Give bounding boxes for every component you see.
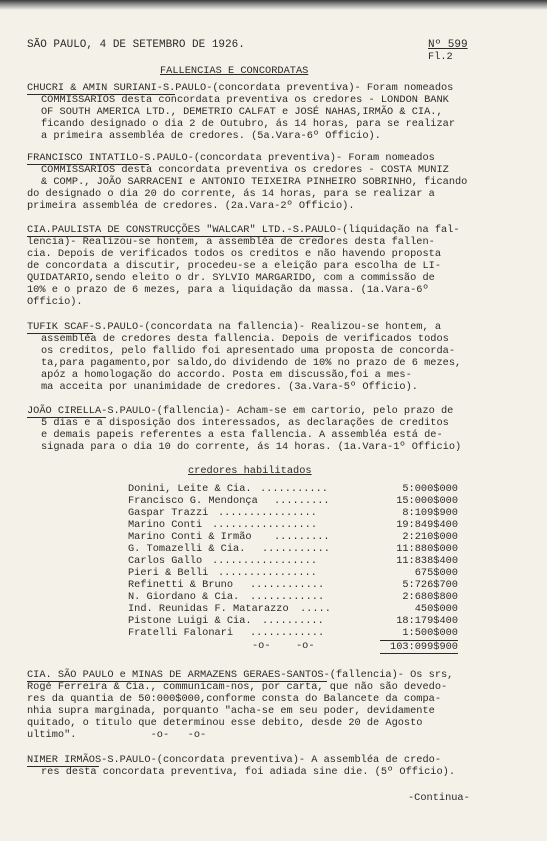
entry-line: FRANCISCO INTATILO-S.PAULO-(concordata preventiva)- Foram nomeados — [27, 152, 435, 164]
separator-mark: -o- — [252, 640, 271, 652]
entry-line: CHUCRI & AMIN SURIANI-S.PAULO-(concordata preventiva)- Foram nomeados — [27, 82, 454, 94]
entry-line: primeira assembléa de credores. (2a.Vara-2º Officio). — [27, 200, 355, 212]
creditor-amount: 11:838$400 — [396, 555, 458, 567]
creditor-name: Marino Conti & Irmão — [128, 531, 252, 543]
creditor-name: G. Tomazelli & Cia. — [128, 543, 246, 555]
total-double-rule — [380, 653, 458, 654]
creditor-amount: 5:726$700 — [402, 579, 458, 591]
entry-line: 10% e o prazo de 6 mezes, para a liquidação da massa. (1a.Vara-6º — [27, 284, 429, 296]
sheet-number: Fl.2 — [428, 51, 453, 63]
entry-line: ta,para pagamento,por saldo,do dividendo de 10% no prazo de 6 mezes, — [41, 357, 462, 369]
creditor-amount: 450$000 — [414, 603, 458, 615]
creditor-dots: ................. — [212, 519, 318, 531]
creditor-amount: 18:179$400 — [396, 615, 458, 627]
page-number: Nº 599 — [428, 39, 468, 51]
entry-line: signada para o dia 10 do corrente, ás 14 horas. (1a.Vara-1º Officio) — [41, 441, 462, 453]
entry-line: ma acceita por unanimidade de credores. (3a.Vara-5º Officio). — [41, 381, 418, 393]
entry-line: res da quantia de 50:000$000,conforme consta do Balancete da compa- — [27, 693, 442, 705]
entry-line: CIA. SÃO PAULO e MINAS DE ARMAZENS GERAES-SANTOS-(fallencia)- Os srs, — [27, 669, 454, 681]
creditor-amount: 19:849$400 — [396, 519, 458, 531]
entry-line: de concordata a discutir, procedeu-se a eleição para escolha de LI- — [27, 260, 442, 272]
entry-line: cia. Depois de verificados todos os creditos e não havendo proposta — [27, 248, 442, 260]
entry-line: NIMER IRMÃOS-S.PAULO-(concordata preventiva)- A assembléa de credo- — [27, 754, 442, 766]
creditor-name: Refinetti & Bruno — [128, 579, 234, 591]
entry-line: res desta concordata preventiva, foi adiada sine die. (5º Officio). — [41, 766, 456, 778]
continues-note: -Continua- — [408, 792, 470, 804]
entry-line: JOÃO CIRELLA-S.PAULO-(fallencia)- Acham-se em cartorio, pelo prazo de — [27, 405, 454, 417]
creditor-name: Donini, Leite & Cia. — [128, 483, 252, 495]
creditor-name: Gaspar Trazzi — [128, 507, 209, 519]
entry-line: lencia)- Realizou-se hontem, a assembléa de credores desta fallen- — [27, 236, 435, 248]
creditor-amount: 8:109$900 — [402, 507, 458, 519]
entry-line: TUFIK SCAF-S.PAULO-(concordata na fallencia)- Realizou-se hontem, a — [27, 321, 442, 333]
section-title: FALLENCIAS E CONCORDATAS — [160, 65, 309, 77]
creditor-dots: ........... — [262, 543, 330, 555]
entry-line: ficando designado o dia 2 de Outubro, ás 14 horas, para se realizar — [41, 118, 456, 130]
creditor-amount: 675$000 — [414, 567, 458, 579]
entry-line: QUIDATARIO,sendo eleito o dr. SYLVIO MARGARIDO, com a commissão de — [27, 272, 435, 284]
creditor-dots: ............ — [250, 627, 325, 639]
creditor-name: Carlos Gallo — [128, 555, 203, 567]
creditor-amount: 5:000$000 — [402, 483, 458, 495]
entry-line: Rogé Ferreira & Cia., communicam-nos, por carta, que não são devedo- — [27, 681, 448, 693]
entry-line: assembléa de credores desta fallencia. Depois de verificados todos — [41, 333, 449, 345]
creditors-title: credores habilitados — [188, 465, 312, 477]
entry-line: e demais papeis referentes a esta fallencia. A assembléa está de- — [41, 429, 443, 441]
creditor-name: Ind. Reunidas F. Matarazzo — [128, 603, 289, 615]
entry-line: do designado o dia 20 do corrente, ás 14 horas, para se realizar a — [27, 188, 435, 200]
creditor-dots: ................ — [218, 507, 317, 519]
entry-line: nhia supra marginada, porquanto "acha-se em seu poder, devidamente — [27, 705, 435, 717]
creditor-dots: ............ — [250, 579, 325, 591]
creditor-amount: 15:000$000 — [396, 495, 458, 507]
creditor-dots: ........... — [260, 483, 328, 495]
creditor-amount: 2:680$800 — [402, 591, 458, 603]
creditor-amount: 1:500$000 — [402, 627, 458, 639]
entry-line: a primeira assembléa de credores. (5a.Vara-6º Officio). — [41, 130, 381, 142]
creditor-amount: 2:210$000 — [402, 531, 458, 543]
creditor-name: Francisco G. Mendonça — [128, 495, 258, 507]
creditor-dots: ......... — [274, 495, 330, 507]
creditors-total: 103:099$900 — [390, 641, 458, 653]
entry-line: Officio). — [27, 296, 83, 308]
entry-line: quitado, o titulo que determinou esse debito, desde 20 de Agosto — [27, 717, 423, 729]
entry-line: CIA.PAULISTA DE CONSTRUCÇÕES "WALCAR" LTD.-S.PAULO-(liquidação na fal- — [27, 224, 460, 236]
entry-line: & COMP., JOÃO SARRACENI e ANTONIO TEIXEIRA PINHEIRO SOBRINHO, ficando — [41, 176, 468, 188]
creditor-dots: ................. — [212, 555, 318, 567]
entry-line: 5 dias e a disposição dos interessados, as declarações de creditos — [41, 417, 449, 429]
entry-line: apóz a homologação do accordo. Posta em discussão,foi a mes- — [41, 369, 412, 381]
creditor-dots: ............ — [250, 591, 325, 603]
creditor-dots: ................ — [218, 567, 317, 579]
entry-line: os creditos, pelo fallido foi apresentado uma proposta de concorda- — [41, 345, 456, 357]
creditor-dots: ..... — [300, 603, 331, 615]
creditor-dots: ......... — [274, 531, 330, 543]
creditor-name: N. Giordano & Cia. — [128, 591, 240, 603]
entry-line: COMMISSARIOS desta concordata preventiva os credores - LONDON BANK — [41, 94, 449, 106]
entry-line: ultimo". -o- -o- — [27, 729, 207, 741]
creditor-amount: 11:880$000 — [396, 543, 458, 555]
creditor-name: Marino Conti — [128, 519, 203, 531]
creditor-dots: .......... — [262, 615, 324, 627]
entry-line: OF SOUTH AMERICA LTD., DEMETRIO CALFAT e JOSÉ NAHAS,IRMÃO & CIA., — [41, 106, 443, 118]
entry-line: COMMISSARIOS desta concordata preventiva os credores - COSTA MUNIZ — [41, 164, 449, 176]
creditor-name: Pieri & Belli — [128, 567, 209, 579]
date-line: SÃO PAULO, 4 DE SETEMBRO DE 1926. — [27, 39, 245, 51]
creditor-name: Fratelli Falonari — [128, 627, 234, 639]
separator-mark: -o- — [296, 640, 315, 652]
creditor-name: Pistone Luigi & Cia. — [128, 615, 252, 627]
